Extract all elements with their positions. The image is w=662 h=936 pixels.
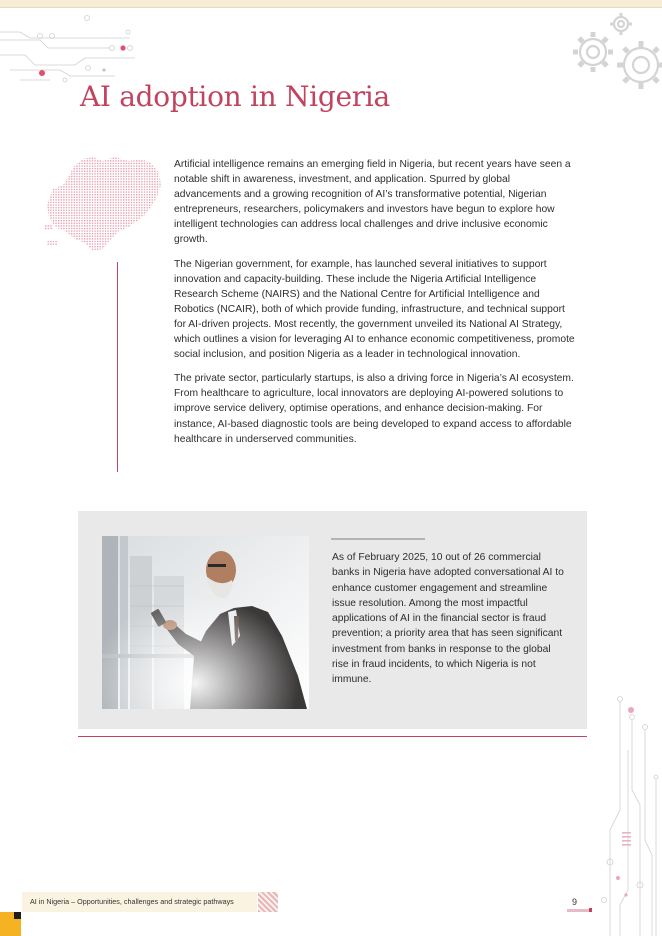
corner-square-yellow bbox=[0, 919, 21, 936]
footer-hatch bbox=[258, 892, 278, 912]
accent-divider bbox=[117, 262, 118, 472]
page-number-mark bbox=[567, 909, 589, 912]
circuit-side-icon bbox=[590, 690, 662, 936]
page-number-accent bbox=[589, 908, 592, 912]
businessman-phone-photo bbox=[102, 536, 309, 709]
nigeria-map-icon bbox=[45, 155, 165, 253]
gears-icon bbox=[565, 10, 662, 100]
paragraph-private-sector: The private sector, particularly startups, is also a driving force in Nigeria’s AI ecosystem. From healthcare to agriculture, local innovators are deploying AI-powered solutions to improve service delivery, optimise operations, and enhance decision-making. For instance, AI-based diagnostic tools are being developed to expand access to affordable healthcare in underserved communities. bbox=[174, 373, 574, 445]
top-band bbox=[0, 0, 662, 8]
circuit-decoration-icon bbox=[0, 10, 150, 85]
footer-title: AI in Nigeria – Opportunities, challenges and strategic pathways bbox=[30, 897, 234, 906]
callout-rule bbox=[331, 538, 425, 540]
corner-square-yellow-small bbox=[0, 912, 14, 919]
corner-square-dark bbox=[14, 912, 21, 919]
section-rule bbox=[78, 736, 587, 737]
callout-text: As of February 2025, 10 out of 26 commercial banks in Nigeria have adopted conversational AI to enhance customer engagement and streamline issue resolution. Among the most impactful applications of AI in the financial sector is fraud prevention; a priority area that has seen significant investment from banks in response to the global rise in fraud incidents, to which Nigeria is not immune. bbox=[332, 552, 564, 686]
page-title: AI adoption in Nigeria bbox=[80, 80, 390, 113]
paragraph-intro: Artificial intelligence remains an emerging field in Nigeria, but recent years have seen a notable shift in awareness, investment, and application. Spurred by global advancements and a growing recognition of AI’s transformative potential, Nigerian entrepreneurs, researchers, policymakers and investors have begun to explore how intelligent technologies can address local challenges and drive inclusive economic growth. bbox=[174, 159, 571, 246]
page-number: 9 bbox=[572, 897, 578, 907]
paragraph-government: The Nigerian government, for example, has launched several initiatives to support innovation and capacity-building. These include the Nigeria Artificial Intelligence Research Scheme (NAIRS) and the National Centre for Artificial Intelligence and Robotics (NCAIR), both of which provide funding, infrastructure, and technical support for AI-driven projects. Most recently, the government unveiled its National AI Strategy, which outlines a vision for leveraging AI to enhance economic competitiveness, promote social inclusion, and position Nigeria as a leader in technological innovation. bbox=[174, 258, 575, 361]
callout-box bbox=[78, 511, 587, 729]
body-text bbox=[174, 157, 579, 456]
